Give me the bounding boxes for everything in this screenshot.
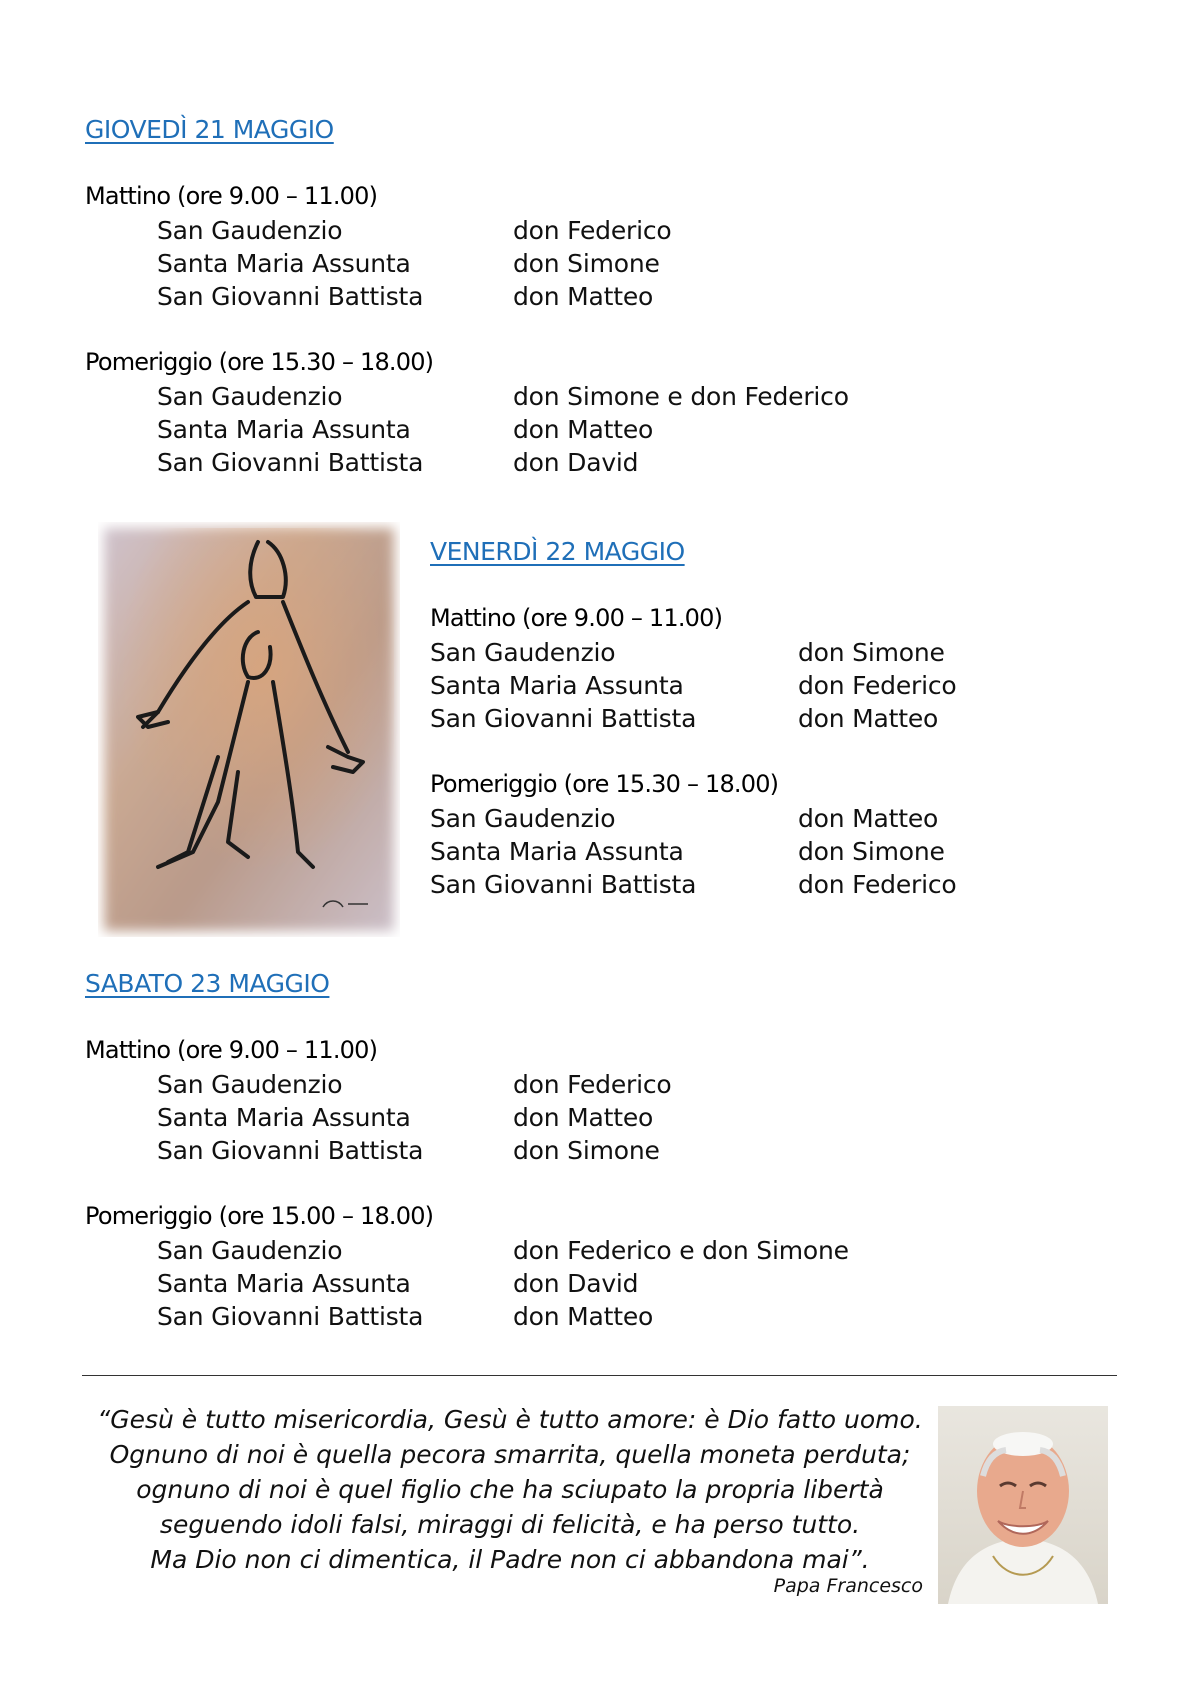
priest-name: don Matteo	[513, 1103, 654, 1132]
church-name: San Giovanni Battista	[430, 704, 697, 733]
church-name: San Gaudenzio	[157, 1070, 343, 1099]
schedule-row	[157, 1101, 757, 1135]
church-name: San Giovanni Battista	[157, 1136, 424, 1165]
schedule-row	[157, 1300, 857, 1334]
pope-portrait-image	[938, 1406, 1108, 1604]
schedule-row	[430, 669, 1030, 703]
priest-name: don Simone	[798, 837, 945, 866]
slot-title-morning: Mattino (ore 9.00 – 11.00)	[85, 182, 378, 210]
priest-name: don David	[513, 448, 639, 477]
slot-title-morning: Mattino (ore 9.00 – 11.00)	[430, 604, 723, 632]
artwork-image	[98, 522, 400, 937]
day-heading-friday: VENERDÌ 22 MAGGIO	[430, 537, 685, 566]
priest-name: don Simone e don Federico	[513, 382, 849, 411]
priest-name: don Matteo	[798, 804, 939, 833]
portrait-drawing	[938, 1406, 1108, 1604]
church-name: San Giovanni Battista	[157, 1302, 424, 1331]
quote-line: seguendo idoli falsi, miraggi di felicità, e ha perso tutto.	[159, 1510, 861, 1539]
schedule-row	[157, 214, 757, 248]
church-name: San Gaudenzio	[157, 216, 343, 245]
priest-name: don Federico	[798, 870, 957, 899]
slot-title-afternoon: Pomeriggio (ore 15.00 – 18.00)	[85, 1202, 434, 1230]
church-name: Santa Maria Assunta	[157, 249, 411, 278]
slot-title-afternoon: Pomeriggio (ore 15.30 – 18.00)	[430, 770, 779, 798]
slot-title-afternoon: Pomeriggio (ore 15.30 – 18.00)	[85, 348, 434, 376]
church-name: Santa Maria Assunta	[430, 671, 684, 700]
church-name: Santa Maria Assunta	[157, 1269, 411, 1298]
schedule-row	[157, 1267, 857, 1301]
schedule-row	[157, 1134, 757, 1168]
priest-name: don Federico	[798, 671, 957, 700]
priest-name: don Matteo	[513, 282, 654, 311]
schedule-row	[157, 247, 757, 281]
day-heading-saturday: SABATO 23 MAGGIO	[85, 969, 330, 998]
church-name: San Gaudenzio	[157, 382, 343, 411]
church-name: San Gaudenzio	[430, 804, 616, 833]
schedule-row	[430, 835, 1030, 869]
quote-line: ognuno di noi è quel figlio che ha sciupato la propria libertà	[136, 1475, 884, 1504]
priest-name: don Simone	[513, 249, 660, 278]
day-heading-thursday: GIOVEDÌ 21 MAGGIO	[85, 115, 334, 144]
slot-title-morning: Mattino (ore 9.00 – 11.00)	[85, 1036, 378, 1064]
schedule-row	[430, 868, 1030, 902]
schedule-row	[157, 1234, 857, 1268]
quote-block	[90, 1402, 930, 1577]
schedule-row	[157, 380, 857, 414]
quote-author: Papa Francesco	[773, 1575, 923, 1597]
church-name: San Giovanni Battista	[430, 870, 697, 899]
priest-name: don Federico e don Simone	[513, 1236, 849, 1265]
church-name: Santa Maria Assunta	[157, 1103, 411, 1132]
quote-line: Ognuno di noi è quella pecora smarrita, quella moneta perduta;	[109, 1440, 911, 1469]
priest-name: don Federico	[513, 1070, 672, 1099]
schedule-row	[157, 413, 857, 447]
church-name: San Gaudenzio	[157, 1236, 343, 1265]
church-name: Santa Maria Assunta	[157, 415, 411, 444]
priest-name: don Matteo	[513, 415, 654, 444]
priest-name: don David	[513, 1269, 639, 1298]
priest-name: don Matteo	[513, 1302, 654, 1331]
priest-name: don Matteo	[798, 704, 939, 733]
church-name: Santa Maria Assunta	[430, 837, 684, 866]
priest-name: don Simone	[513, 1136, 660, 1165]
artwork-drawing	[98, 522, 400, 937]
schedule-row	[430, 702, 1030, 736]
church-name: San Giovanni Battista	[157, 282, 424, 311]
schedule-row	[157, 1068, 757, 1102]
church-name: San Giovanni Battista	[157, 448, 424, 477]
quote-line: “Gesù è tutto misericordia, Gesù è tutto amore: è Dio fatto uomo.	[97, 1405, 923, 1434]
quote-line: Ma Dio non ci dimentica, il Padre non ci abbandona mai”.	[150, 1545, 870, 1574]
priest-name: don Federico	[513, 216, 672, 245]
schedule-row	[157, 280, 757, 314]
schedule-row	[157, 446, 857, 480]
schedule-row	[430, 802, 1030, 836]
church-name: San Gaudenzio	[430, 638, 616, 667]
priest-name: don Simone	[798, 638, 945, 667]
horizontal-divider	[82, 1375, 1117, 1376]
schedule-row	[430, 636, 1030, 670]
